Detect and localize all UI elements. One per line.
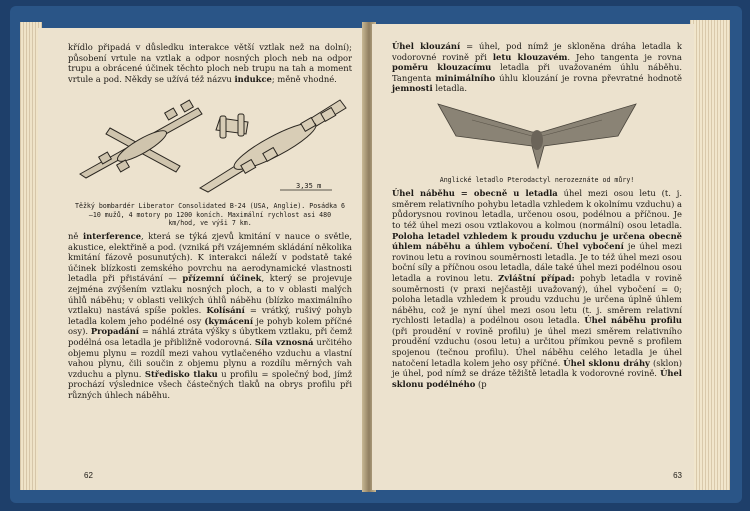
right-figure-caption: Anglické letadlo Pterodactyl nerozeznáte od můry!	[439, 175, 635, 184]
right-page	[372, 24, 694, 490]
right-paragraph-1: Úhel klouzání = úhel, pod nímž je skloněna dráha letadla k vodorovné rovině při letu klouzavém. Jeho tangenta je rovna poměru klouzacímu letadla při uvažovaném úhlu náběhu. Tangenta minimálního úhlu klouzání je rovna převratné hodnotě jemnosti letadla.	[392, 41, 682, 94]
right-paragraph-2: Úhel náběhu = obecně u letadla úhel mezi osou letu (t. j. směrem relativního pohybu letadla vzhledem k okolnímu vzduchu) a půdorysnou rovinou letadla, určenou osou, podélnou a příčnou. Je to též úhel mezi osou vztlakovou a kolmou (normální) osou letadla. Poloha letadel vzhledem k proudu vzduchu je určena obecně úhlem náběhu a úhlem vybočení. Úhel vybočení je úhel mezi rovinou letu a rovinou souměrnosti letadla. Je to též úhel mezi osou boční síly a příčnou osou letadla, dále také úhel mezi podélnou osou letadla a rovinou letu. Zvláštní případ: pohyb letadla v rovině souměrnosti (v praxi nejčastěji uvažovaný), úhel vybočení = 0; poloha letadla vzhledem k proudu vzduchu je určena úplně úhlem náběhu, což je nyní úhel mezi osou letu (t. j. směrem relativní rychlosti letadla) a podélnou osou letadla. Úhel náběhu profilu (při proudění v rovině profilu) je úhel mezi směrem relativního proudění vzduchu (osou letu) a určitou přímkou pevně s profilem spojenou (tečnou profilu). Úhel náběhu celého letadla je úhel natočení letadla kolem jeho osy příčné. Úhel sklonu dráhy (sklon) je úhel, pod nímž se dráze těžiště letadla k vodorovné rovině. Úhel sklonu podélného (p	[392, 188, 683, 389]
right-page-number: 63	[673, 471, 682, 480]
left-page-number: 62	[84, 471, 93, 480]
bomber-illustration	[70, 88, 350, 196]
left-page	[38, 28, 366, 490]
figure-scale-label: 3,35 m	[296, 182, 322, 191]
page-edges-right	[690, 20, 730, 490]
left-paragraph-1: křídlo připadá v důsledku interakce větší vztlak než na dolní); působení vrtule na vztlak a odpor nosných ploch neb na odpor trupu a obrácené účinek těchto ploch neb trupu na tah a moment vrtule a pod. Někdy se užívá též názvu indukce; měně vhodné.	[68, 42, 352, 84]
pterodactyl-photo	[432, 98, 642, 170]
left-paragraph-2: ně interference, která se týká zjevů kmitání v nauce o světle, akustice, elektřině a pod. (vzniká při vzájemném skládání několika kmitání fázově posunutých). K interakci náleží v podstatě také účinek blízkosti zemského povrchu na aerodynamické vlastnosti letadla při přistávání — přízemní účinek, který se projevuje zejména zvýšením vztlaku nosných ploch, a to v oblasti malých úhlů náběhu; v oblasti velikých úhlů náběhu (blízko maximálního vztlaku) nastává spíše pokles. Kolísání = vrátký, rušivý pohyb letadla kolem jeho podélné osy (kymácení je pohyb kolem příčné osy). Propadání = náhlá ztráta výšky s úbytkem vztlaku, při čemž podélná osa letadla je přibližně vodorovná. Síla vznosná určitého objemu plynu = rozdíl mezi vahou vytlačeného vzduchu a vlastní vahou plynu, čili součin z objemu plynu a rozdílu měrných vah vzduchu a plynu. Středisko tlaku u profilu = společný bod, jímž prochází výslednice všech částečných tlaků na obrys profilu při různých úhlech náběhu.	[68, 230, 353, 400]
left-figure-caption: Těžký bombardér Liberator Consolidated B-24 (USA, Anglie). Posádka 6—10 mužů, 4 motory po 1200 koních. Maximální rychlost asi 480 km/hod, ve výši 7 km.	[75, 202, 345, 227]
